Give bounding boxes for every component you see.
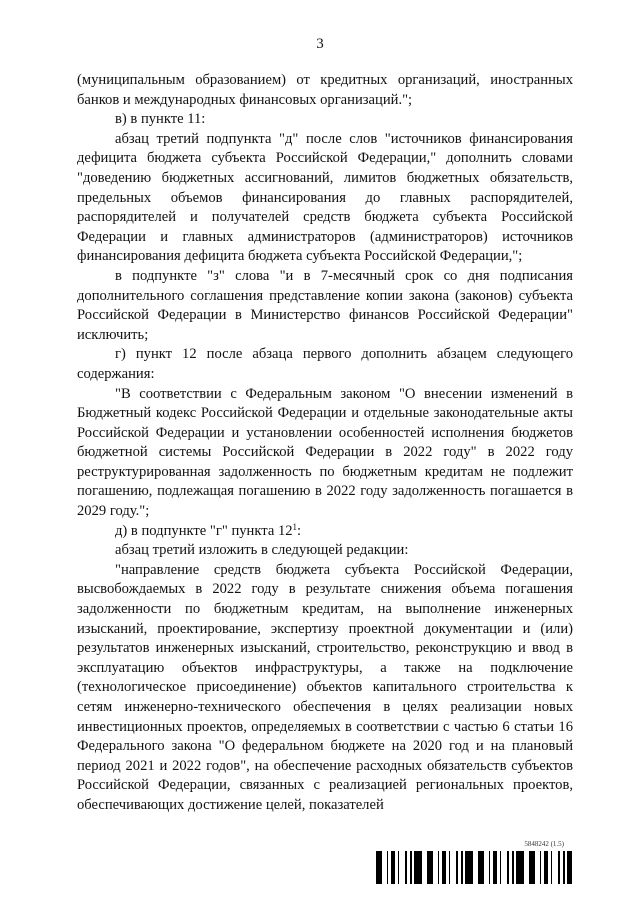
barcode-icon [376,851,572,884]
paragraph-text: "В соответствии с Федеральным законом "О внесении изменений в Бюджетный кодекс Российской Федерации и отдельные законодательные акты Российской Федерации и установлении особенностей исполнения бюджетов бюджетной системы Российской Федерации в 2022 году" в 2022 году реструктурированная задолженность по бюджетным кредитам не подлежит погашению, подлежащая погашению в 2022 году задолженность погашается в 2029 году."; [77,385,573,520]
document-footer [376,840,572,884]
paragraph [77,110,573,130]
paragraph-text: (муниципальным образованием) от кредитных организаций, иностранных банков и международных финансовых организаций."; [77,72,573,108]
paragraph [77,71,573,110]
paragraph [77,561,573,816]
paragraph-text: абзац третий изложить в следующей редакции: [115,542,409,559]
document-body [77,71,573,816]
page-number: 3 [316,36,324,52]
paragraph-text: г) пункт 12 после абзаца первого дополнить абзацем следующего содержания: [77,346,573,382]
document-code: 5848242 (1.5) [524,840,564,848]
paragraph [77,130,573,267]
paragraph [77,267,573,345]
paragraph-text: абзац третий подпункта "д" после слов "источников финансирования дефицита бюджета субъекта Российской Федерации," дополнить словами "доведению бюджетных ассигнований, лимитов бюджетных обязательств, предельных объемов финансирования до главных распорядителей, распорядителей и получателей средств бюджета субъекта Российской Федерации и главных администраторов (администраторов) источников финансирования дефицита бюджета субъекта Российской Федерации,"; [77,130,573,265]
paragraph [77,345,573,384]
paragraph [77,541,573,561]
paragraph-text: д) в подпункте "г" пункта 12 [115,522,293,539]
paragraph-text: в) в пункте 11: [115,111,206,128]
paragraph-text: в подпункте "з" слова "и в 7-месячный срок со дня подписания дополнительного соглашения представление копии закона (законов) субъекта Российской Федерации в Министерство финансов Российской Федерации" исключить; [77,267,573,343]
paragraph-suffix: : [297,522,302,539]
superscript: 1 [292,521,298,532]
paragraph [77,385,573,522]
paragraph-text: "направление средств бюджета субъекта Российской Федерации, высвобождаемых в 2022 году в результате снижения объема погашения задолженности по бюджетным кредитам, на выполнение инженерных изысканий, проектирование, экспертизу проектной документации и (или) результатов инженерных изысканий, строительство, реконструкцию и ввод в эксплуатацию объектов инфраструктуры, а также на подключение (технологическое присоединение) объектов капитального строительства к сетям инженерно-технического обеспечения в целях реализации новых инвестиционных проектов, определяемых в соответствии с частью 6 статьи 16 Федерального закона "О федеральном бюджете на 2020 год и на плановый период 2021 и 2022 годов", на обеспечение расходных обязательств субъектов Российской Федерации, связанных с реализацией региональных проектов, обеспечивающих достижение целей, показателей [77,561,573,813]
paragraph [77,522,573,542]
